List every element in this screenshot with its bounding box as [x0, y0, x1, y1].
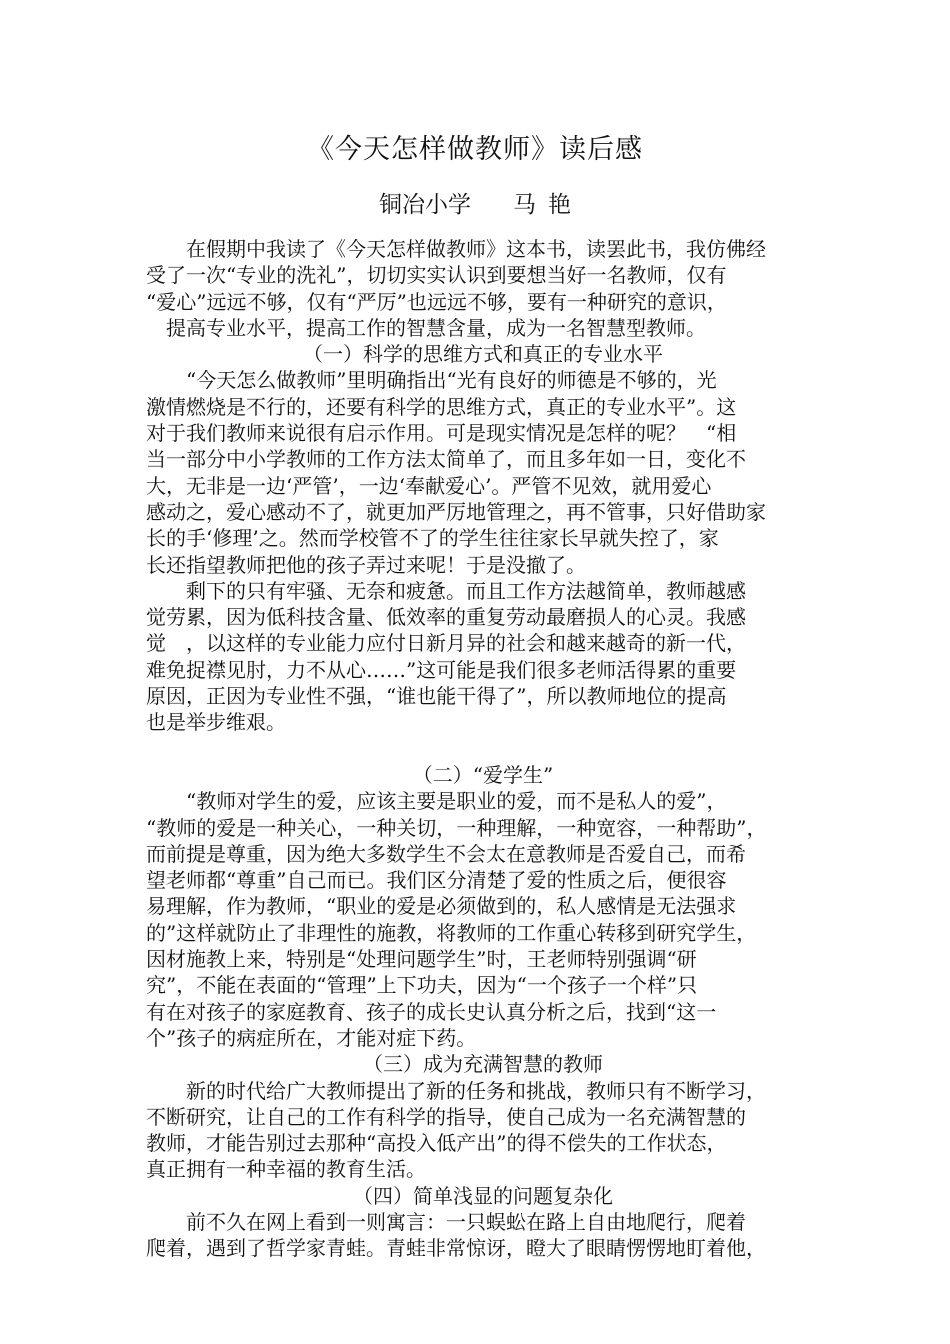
body-text-line: 望老师都“尊重”自己而已。我们区分清楚了爱的性质之后，便很容	[146, 868, 727, 893]
body-text-line: 提高专业水平，提高工作的智慧含量，成为一名智慧型教师。	[146, 315, 706, 340]
body-text-line: 觉劳累，因为低科技含量、低效率的重复劳动最磨损人的心灵。我感	[146, 605, 746, 630]
body-text-line: 不断研究，让自己的工作有科学的指导，使自己成为一名充满智慧的	[146, 1104, 746, 1129]
body-text-line: 大，无非是一边‘严管’，一边‘奉献爱心’。严管不见效，就用爱心	[146, 473, 712, 498]
body-text-line: 新的时代给广大教师提出了新的任务和挑战，教师只有不断学习，	[146, 1078, 766, 1103]
section-heading: （三）成为充满智慧的教师	[363, 1052, 603, 1077]
body-text-line: 激情燃烧是不行的，还要有科学的思维方式，真正的专业水平”。这	[146, 394, 737, 419]
body-text-line: 前不久在网上看到一则寓言：一只蜈蚣在路上自由地爬行，爬着	[146, 1209, 746, 1234]
body-text-line: “爱心”远远不够，仅有“严厉”也远远不够，要有一种研究的意识，	[146, 289, 727, 314]
school-name: 铜冶小学	[379, 192, 471, 218]
body-text-line: “今天怎么做教师”里明确指出“光有良好的师德是不够的，光	[146, 368, 717, 393]
body-text-line: 也是举步维艰。	[146, 710, 286, 735]
body-text-line: 受了一次“专业的洗礼”，切切实实认识到要想当好一名教师，仅有	[146, 263, 727, 288]
section-heading: （四）简单浅显的问题复杂化	[353, 1183, 613, 1208]
body-text-line: 有在对孩子的家庭教育、孩子的成长史认真分析之后，找到“这一	[146, 999, 717, 1024]
body-text-line: 对于我们教师来说很有启示作用。可是现实情况是怎样的呢？ “相	[146, 421, 737, 446]
body-text-line: 究”，不能在表面的“管理”上下功夫，因为“一个孩子一个样”只	[146, 973, 698, 998]
body-text-line: 难免捉襟见肘，力不从心……”这可能是我们很多老师活得累的重要	[146, 657, 737, 682]
body-text-line: 剩下的只有牢骚、无奈和疲惫。而且工作方法越简单，教师越感	[146, 578, 746, 603]
body-text-line: 当一部分中小学教师的工作方法太简单了，而且多年如一日，变化不	[146, 447, 746, 472]
section-heading: （二）“爱学生”	[412, 762, 554, 787]
document-body	[146, 236, 820, 1262]
body-text-line: 教师，才能告别过去那种“高投入低产出”的得不偿失的工作状态，	[146, 1131, 727, 1156]
author-line	[0, 188, 950, 222]
body-text-line: 个”孩子的病症所在，才能对症下药。	[146, 1025, 477, 1050]
body-text-line: 真正拥有一种幸福的教育生活。	[146, 1157, 426, 1182]
body-text-line: 长的手‘修理’之。然而学校管不了的学生往往家长早就失控了，家	[146, 526, 719, 551]
body-text-line: 易理解，作为教师，“职业的爱是必须做到的，私人感情是无法强求	[146, 894, 737, 919]
body-text-line: 爬着，遇到了哲学家青蛙。青蛙非常惊讶，瞪大了眼睛愣愣地盯着他，	[146, 1236, 766, 1261]
body-text-line: “教师对学生的爱，应该主要是职业的爱，而不是私人的爱”，	[146, 789, 727, 814]
body-text-line: 长还指望教师把他的孩子弄过来呢！于是没撤了。	[146, 552, 586, 577]
body-text-line: 原因，正因为专业性不强，“谁也能干得了”，所以教师地位的提高	[146, 684, 727, 709]
body-text-line: 因材施教上来，特别是“处理问题学生”时，王老师特别强调“研	[146, 947, 697, 972]
section-heading: （一）科学的思维方式和真正的专业水平	[303, 342, 663, 367]
body-text-line: 而前提是尊重，因为绝大多数学生不会太在意教师是否爱自己，而希	[146, 841, 746, 866]
body-text-line: 的”这样就防止了非理性的施教，将教师的工作重心转移到研究学生，	[146, 920, 757, 945]
author-name-first: 马	[513, 192, 536, 218]
body-text-line: “教师的爱是一种关心，一种关切，一种理解，一种宽容，一种帮助”，	[146, 815, 767, 840]
body-text-line: 觉 ，以这样的专业能力应付日新月异的社会和越来越奇的新一代，	[146, 631, 746, 656]
document-title: 《今天怎样做教师》读后感	[307, 134, 643, 165]
author-name-second: 艳	[548, 192, 571, 218]
body-text-line: 感动之，爱心感动不了，就更加严厉地管理之，再不管事，只好借助家	[146, 499, 766, 524]
blank-line	[146, 736, 820, 762]
body-text-line: 在假期中我读了《今天怎样做教师》这本书，读罢此书，我仿佛经	[146, 237, 766, 261]
